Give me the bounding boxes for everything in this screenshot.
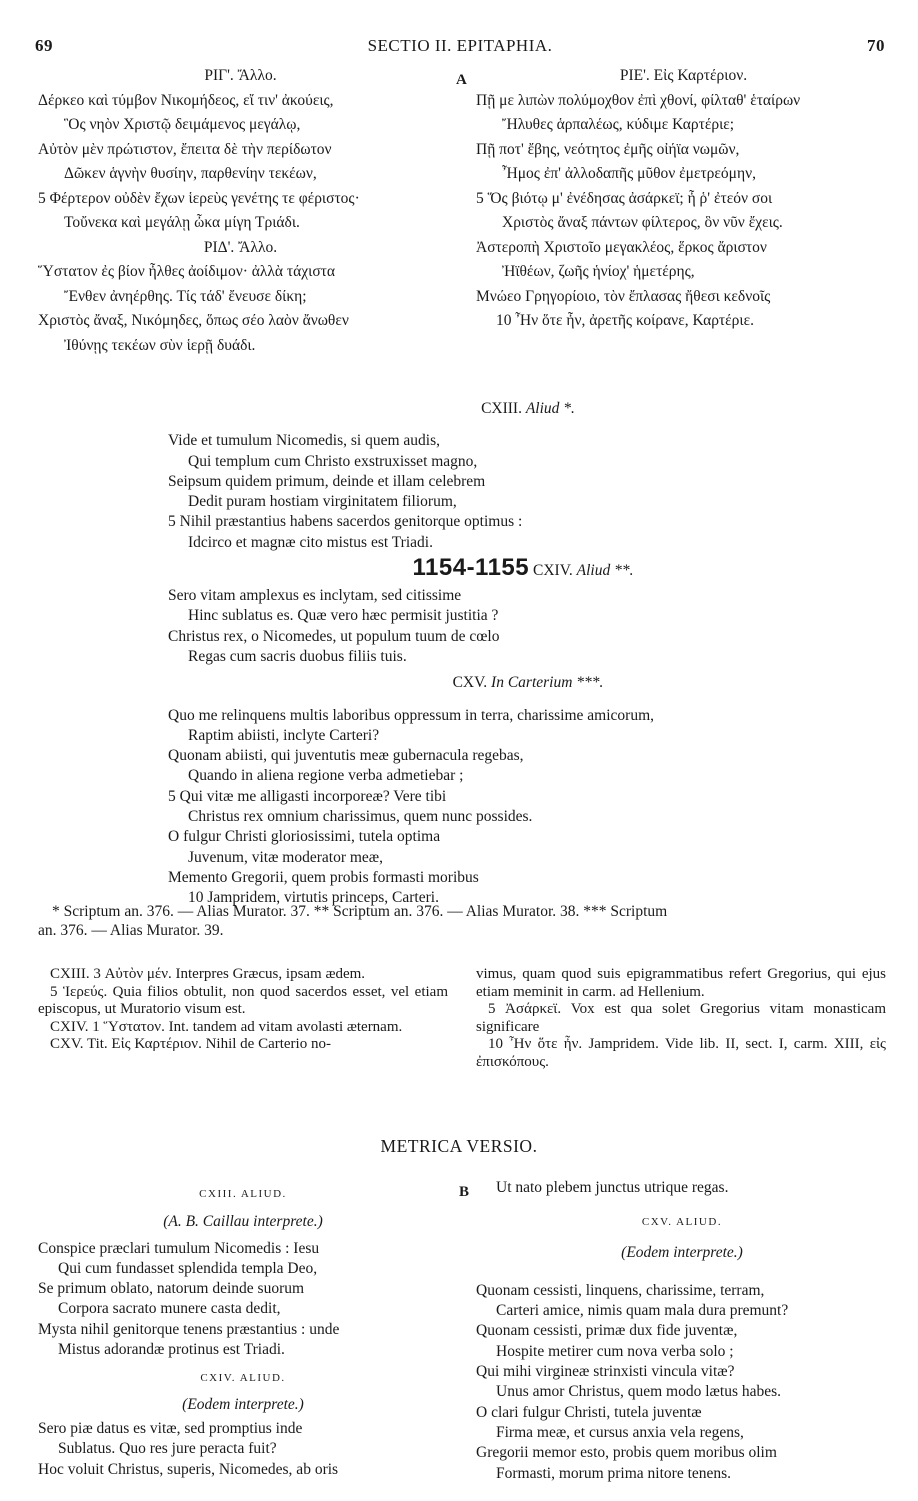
greek-line: Πῇ ποτ' ἔβης, νεότητος ἐμῆς οἰήϊα νωμῶν, (476, 140, 740, 158)
note-paragraph: vimus, quam quod suis epigrammatibus refert Gregorius, qui ejus etiam meminit in carm. ad Hellenium. (476, 966, 886, 1000)
interpreter-note: (Eodem interprete.) (182, 1395, 304, 1413)
margin-mark-a: A (456, 72, 467, 88)
verse-line: Sero piæ datus es vitæ, sed promptius inde (38, 1419, 303, 1437)
latin-line: Raptim abiisti, inclyte Carteri? (188, 726, 380, 744)
note-paragraph: 5 Ἱερεύς. Quia filios obtulit, non quod sacerdos esset, vel etiam episcopus, ut Muratorio visum est. (38, 983, 448, 1017)
latin-line: Juvenum, vitæ moderator meæ, (188, 848, 384, 866)
greek-line: Τοὔνεκα καὶ μεγάλῃ ὦκα μίγη Τριάδι. (64, 214, 300, 231)
greek-line: Ἠϊθέων, ζωῆς ἡνίοχ' ἡμετέρης, (502, 263, 695, 280)
verse-line: Hospite metirer cum nova verba solo ; (496, 1342, 734, 1360)
latin-title-114: 1154-1155 CXIV. Aliud **. (412, 554, 634, 582)
verse-line: Hoc voluit Christus, superis, Nicomedes, ab oris (38, 1460, 339, 1478)
latin-line: Seipsum quidem primum, deinde et illam celebrem (168, 472, 486, 490)
greek-line: Ὕστατον ἐς βίον ἦλθες ἀοίδιμον· ἀλλὰ τάχιστα (38, 263, 336, 280)
greek-line: 10 Ἦν ὅτε ἦν, ἀρετῆς κοίρανε, Καρτέριε. (496, 312, 754, 329)
latin-line: Vide et tumulum Nicomedis, si quem audis, (168, 432, 441, 450)
latin-line: Quando in aliena regione verba admetiebar ; (188, 767, 464, 785)
latin-translation (168, 399, 888, 909)
greek-line: Ἰθύνῃς τεκέων σὺν ἱερῇ δυάδι. (64, 336, 256, 354)
latin-line: Quo me relinquens multis laboribus oppressum in terra, charissime amicorum, (168, 706, 654, 724)
verse-line: O clari fulgur Christi, tutela juventæ (476, 1403, 702, 1421)
verse-title-114: CXIV. ALIUD. (200, 1372, 286, 1385)
latin-line: Christus rex, o Nicomedes, ut populum tuum de cœlo (168, 627, 500, 645)
greek-line: 5 Ὅς βιότῳ μ' ἐνέδησας ἀσάρκεϊ; ἦ ῥ' ἐτεόν σοι (476, 189, 773, 207)
verse-line: Conspice præclari tumulum Nicomedis : Iesu (38, 1239, 320, 1257)
note-paragraph: CXIII. 3 Αὐτὸν μέν. Interpres Græcus, ipsam ædem. (50, 966, 366, 982)
latin-line: 5 Nihil præstantius habens sacerdos genitorque optimus : (168, 513, 523, 531)
latin-line: Idcirco et magnæ cito mistus est Triadi. (188, 533, 433, 551)
verse-line: Corpora sacrato munere casta dedit, (58, 1300, 281, 1318)
metrica-versio-heading: METRICA VERSIO. (380, 1136, 538, 1156)
verse-line: Gregorii memor esto, probis quem moribus olim (476, 1444, 777, 1462)
greek-line: Ὃς νηὸν Χριστῷ δειμάμενος μεγάλῳ, (64, 116, 301, 133)
footnotes (38, 902, 888, 940)
greek-line: Χριστὸς ἄναξ, Νικόμηδες, ὅπως σέο λαὸν ἄνωθεν (38, 312, 349, 329)
greek-line: Μνώεο Γρηγορίοιο, τὸν ἔπλασας ἤθεσι κεδνοῖς (476, 287, 771, 305)
notes-right-column (476, 966, 886, 1071)
verse-line: Qui cum fundasset splendida templa Deo, (58, 1259, 318, 1277)
greek-line: Αὐτὸν μὲν πρώτιστον, ἔπειτα δὲ τὴν περίδωτον (38, 140, 332, 158)
greek-line: 5 Φέρτερον οὐδὲν ἔχων ἱερεὺς γενέτης τε φέριστος· (38, 189, 360, 207)
verse-line: Ut nato plebem junctus utrique regas. (496, 1179, 729, 1196)
latin-line: Quonam abiisti, qui juventutis meæ gubernacula regebas, (168, 747, 524, 765)
greek-title-115: ΡΙΕ'. Εἰς Καρτέριον. (619, 67, 748, 84)
verse-title-115: CXV. ALIUD. (641, 1216, 723, 1229)
footnote-line: * Scriptum an. 376. — Alias Murator. 37. ** Scriptum an. 376. — Alias Murator. 38. *** Scriptum (52, 903, 668, 920)
latin-line: Qui templum cum Christo exstruxisset magno, (188, 452, 478, 470)
greek-line: Δῶκεν ἁγνὴν θυσίην, παρθενίην τεκέων, (64, 165, 317, 182)
greek-title-113: ΡΙΓ'. Ἄλλο. (204, 67, 277, 84)
verse-line: Quonam cessisti, linquens, charissime, terram, (476, 1281, 765, 1299)
greek-line: Ἀστεροπὴ Χριστοῖο μεγακλέος, ἕρκος ἄριστον (476, 238, 767, 256)
latin-line: O fulgur Christi gloriosissimi, tutela optima (168, 828, 441, 846)
greek-left-column (38, 64, 443, 358)
greek-right-column (476, 64, 891, 334)
latin-line: Hinc sublatus es. Quæ vero hæc permisit justitia ? (188, 607, 499, 625)
latin-line: Christus rex omnium charissimus, quem nunc possides. (188, 808, 533, 826)
latin-line: Regas cum sacris duobus filiis tuis. (188, 647, 407, 665)
verse-line: Unus amor Christus, quem modo lætus habes. (496, 1383, 782, 1401)
latin-line: Memento Gregorii, quem probis formasti moribus (168, 868, 479, 886)
verse-line: Carteri amice, nimis quam mala dura premunt? (496, 1302, 789, 1320)
latin-line: 10 Jampridem, virtutis princeps, Carteri. (188, 889, 439, 907)
note-paragraph: 10 Ἦν ὅτε ἦν. Jampridem. Vide lib. II, sect. I, carm. XIII, εἰς ἐπισκόπους. (476, 1036, 886, 1070)
metrica-right-column (476, 1178, 888, 1484)
note-paragraph: CXV. Tit. Εἰς Καρτέριον. Nihil de Carterio no- (50, 1036, 331, 1052)
column-number: 1154-1155 (412, 554, 530, 582)
greek-line: Ἔνθεν ἀνηέρθης. Τίς τάδ' ἔνευσε δίκη; (64, 287, 307, 305)
page-number-right: 70 (867, 36, 885, 55)
metrica-left-column (38, 1184, 448, 1480)
greek-line: Ἦμος ἐπ' ἀλλοδαπῆς μῦθον ἐμετρεόμην, (502, 165, 756, 182)
verse-line: Qui mihi virgineæ strinxisti vincula vitæ? (476, 1363, 735, 1381)
note-paragraph: 5 Ἀσάρκεϊ. Vox est qua solet Gregorius vitam monasticam significare (476, 1001, 886, 1035)
verse-line: Se primum oblato, natorum deinde suorum (38, 1280, 305, 1298)
verse-line: Quonam cessisti, primæ dux fide juventæ, (476, 1322, 738, 1340)
verse-line: Sublatus. Quo res jure peracta fuit? (58, 1440, 277, 1458)
latin-title-115: CXV. In Carterium ***. (452, 674, 604, 692)
latin-title-113: CXIII. Aliud *. (481, 400, 575, 417)
interpreter-note: (Eodem interprete.) (621, 1243, 743, 1261)
note-paragraph: CXIV. 1 Ὕστατον. Int. tandem ad vitam avolasti æternam. (50, 1018, 403, 1035)
greek-line: Ἤλυθες ἁρπαλέως, κύδιμε Καρτέριε; (502, 116, 735, 133)
greek-line: Δέρκεο καὶ τύμβον Νικομήδεος, εἴ τιν' ἀκούεις, (38, 91, 334, 109)
page-number-left: 69 (35, 36, 53, 55)
latin-line: 5 Qui vitæ me alligasti incorporeæ? Vere tibi (168, 787, 447, 805)
verse-line: Mistus adorandæ protinus est Triadi. (58, 1341, 285, 1359)
verse-line: Formasti, morum prima nitore tenens. (496, 1464, 732, 1482)
greek-title-114: ΡΙΔ'. Ἄλλο. (203, 238, 278, 256)
margin-mark-b: B (459, 1184, 470, 1200)
greek-line: Πῇ με λιπὼν πολύμοχθον ἐπὶ χθονί, φίλταθ' ἑταίρων (476, 91, 801, 109)
verse-line: Firma meæ, et cursus anxia vela regens, (496, 1423, 744, 1441)
footnote-line: an. 376. — Alias Murator. 39. (38, 922, 224, 939)
verse-line: Mysta nihil genitorque tenens præstantius : unde (38, 1320, 340, 1338)
running-title: SECTIO II. EPITAPHIA. (367, 36, 553, 55)
greek-line: Χριστὸς ἄναξ πάντων φίλτερος, ὃν νῦν ἔχεις. (502, 214, 783, 231)
verse-title-113: CXIII. ALIUD. (199, 1188, 287, 1200)
notes-left-column (38, 966, 448, 1054)
interpreter-note: (A. B. Caillau interprete.) (163, 1213, 323, 1231)
latin-line: Sero vitam amplexus es inclytam, sed citissime (168, 587, 462, 605)
latin-line: Dedit puram hostiam virginitatem filiorum, (188, 493, 457, 511)
page-header (35, 30, 885, 58)
